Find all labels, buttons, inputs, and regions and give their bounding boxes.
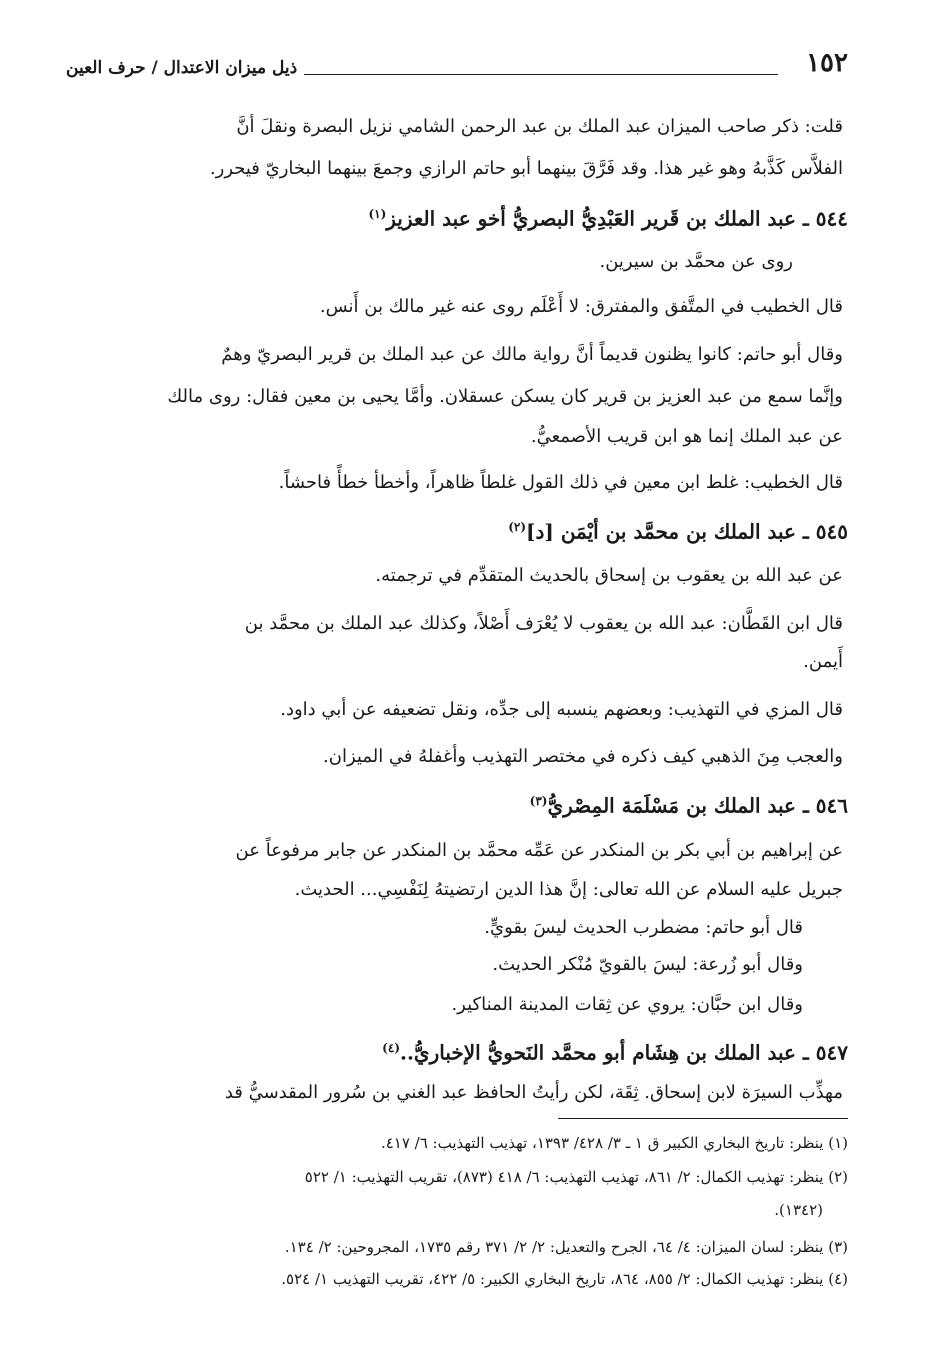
body-line: وقال أبو زُرعة: ليسَ بالقويّ مُنْكر الحديث. — [492, 954, 803, 975]
footnote-ref: (١) — [368, 207, 387, 221]
body-line: عن عبد الله بن يعقوب بن إسحاق بالحديث المتقدِّم في ترجمته. — [375, 565, 843, 586]
page-header — [66, 48, 848, 90]
footnote-ref: (٤) — [382, 1041, 400, 1055]
body-line: جبريل عليه السلام عن الله تعالى: إنَّ هذا الدين ارتضيتهُ لِنَفْسِي... الحديث. — [294, 879, 843, 900]
running-title: ذيل ميزان الاعتدال / حرف العين — [66, 58, 298, 78]
body-line: قال المزي في التهذيب: وبعضهم ينسبه إلى جدِّه، ونقل تضعيفه عن أبي داود. — [280, 699, 843, 720]
body-line: قال الخطيب: غلط ابن معين في ذلك القول غلطاً ظاهراً، وأخطأ خطأً فاحشاً. — [278, 472, 843, 493]
entry-title: ٥٤٥ ـ عبد الملك بن محمَّد بن أيْمَن [د] — [526, 519, 848, 544]
entry-545-heading — [508, 521, 848, 542]
footnote: (٣) ينظر: لسان الميزان: ٤/ ٦٤، الجرح والتعديل: ٢/ ٢/ ٣٧١ رقم ١٧٣٥، المجروحين: ٢/ ١٣٤. — [284, 1238, 848, 1256]
header-rule — [304, 74, 778, 75]
footnote: (١) ينظر: تاريخ البخاري الكبير ق ١ ـ ٣/ ٤٢٨/ ١٣٩٣، تهذيب التهذيب: ٦/ ٤١٧. — [380, 1134, 848, 1152]
footnote: (٤) ينظر: تهذيب الكمال: ٢/ ٨٥٥، ٨٦٤، تاريخ البخاري الكبير: ٥/ ٤٢٢، تقريب التهذيب ١/ ٥٢٤. — [281, 1270, 848, 1288]
body-line: وقال ابن حبَّان: يروي عن ثِقات المدينة المناكير. — [451, 994, 803, 1015]
body-line: وقال أبو حاتم: كانوا يظنون قديماً أنَّ رواية مالك عن عبد الملك بن قرير البصريّ وهمٌ — [221, 344, 843, 365]
footnote-ref: (٣) — [529, 794, 548, 808]
body-line: وإنَّما سمع من عبد العزيز بن قرير كان يسكن عسقلان. وأمَّا يحيى بن معين فقال: روى مالك — [167, 386, 843, 407]
body-line: أَيمن. — [803, 651, 843, 672]
page-number: ١٥٢ — [806, 48, 848, 78]
body-line: روى عن محمَّد بن سيرين. — [599, 251, 793, 272]
entry-546-heading — [530, 795, 848, 816]
body-line: قال الخطيب في المتَّفق والمفترق: لا أَعْلَم روى عنه غير مالك بن أَنس. — [319, 296, 843, 317]
body-line: قال أبو حاتم: مضطرب الحديث ليسَ بقويٍّ. — [484, 917, 803, 938]
entry-title: ٥٤٧ ـ عبد الملك بن هِشَام أبو محمَّد النَحويُّ الإخباريُّ.. — [400, 1040, 848, 1065]
entry-544-heading — [368, 208, 848, 229]
body-line: قال ابن القَطَّان: عبد الله بن يعقوب لا يُعْرَف أَصْلاً، وكذلك عبد الملك بن محمَّد بن — [244, 613, 843, 634]
body-line: قلت: ذكر صاحب الميزان عبد الملك بن عبد الرحمن الشامي نزيل البصرة ونقلَ أنَّ — [236, 116, 843, 137]
body-line: والعجب مِنَ الذهبي كيف ذكره في مختصر التهذيب وأغفلهُ في الميزان. — [323, 746, 843, 767]
entry-title: ٥٤٤ ـ عبد الملك بن قَرير العَبْدِيُّ البصريُّ أخو عبد العزيز — [386, 206, 848, 231]
footnote: (٢) ينظر: تهذيب الكمال: ٢/ ٨٦١، تهذيب التهذيب: ٦/ ٤١٨ (٨٧٣)، تقريب التهذيب: ١/ ٥٢٢ — [304, 1168, 848, 1186]
footnote-continuation: (١٣٤٢). — [774, 1201, 823, 1219]
entry-547-heading — [382, 1042, 848, 1063]
footnote-separator — [558, 1118, 848, 1119]
body-line: مهذِّب السيرَة لابن إسحاق. ثِقَة، لكن رأيتُ الحافظ عبد الغني بن سُرور المقدسيُّ قد — [224, 1082, 843, 1103]
body-line: عن عبد الملك إنما هو ابن قريب الأصمعيُّ. — [530, 426, 843, 447]
entry-title: ٥٤٦ ـ عبد الملك بن مَسْلَمَة المِصْريُّ — [547, 793, 848, 818]
body-line: عن إبراهيم بن أبي بكر بن المنكدر عن عَمِّه محمَّد بن المنكدر عن جابر مرفوعاً عن — [235, 840, 843, 861]
footnote-ref: (٢) — [508, 520, 527, 534]
body-line: الفلاَّس كَذَّبهُ وهو غير هذا. وقد فَرَّقَ بينهما أبو حاتم الرازي وجمعَ بينهما البخاريّ فيحرر. — [209, 158, 843, 179]
